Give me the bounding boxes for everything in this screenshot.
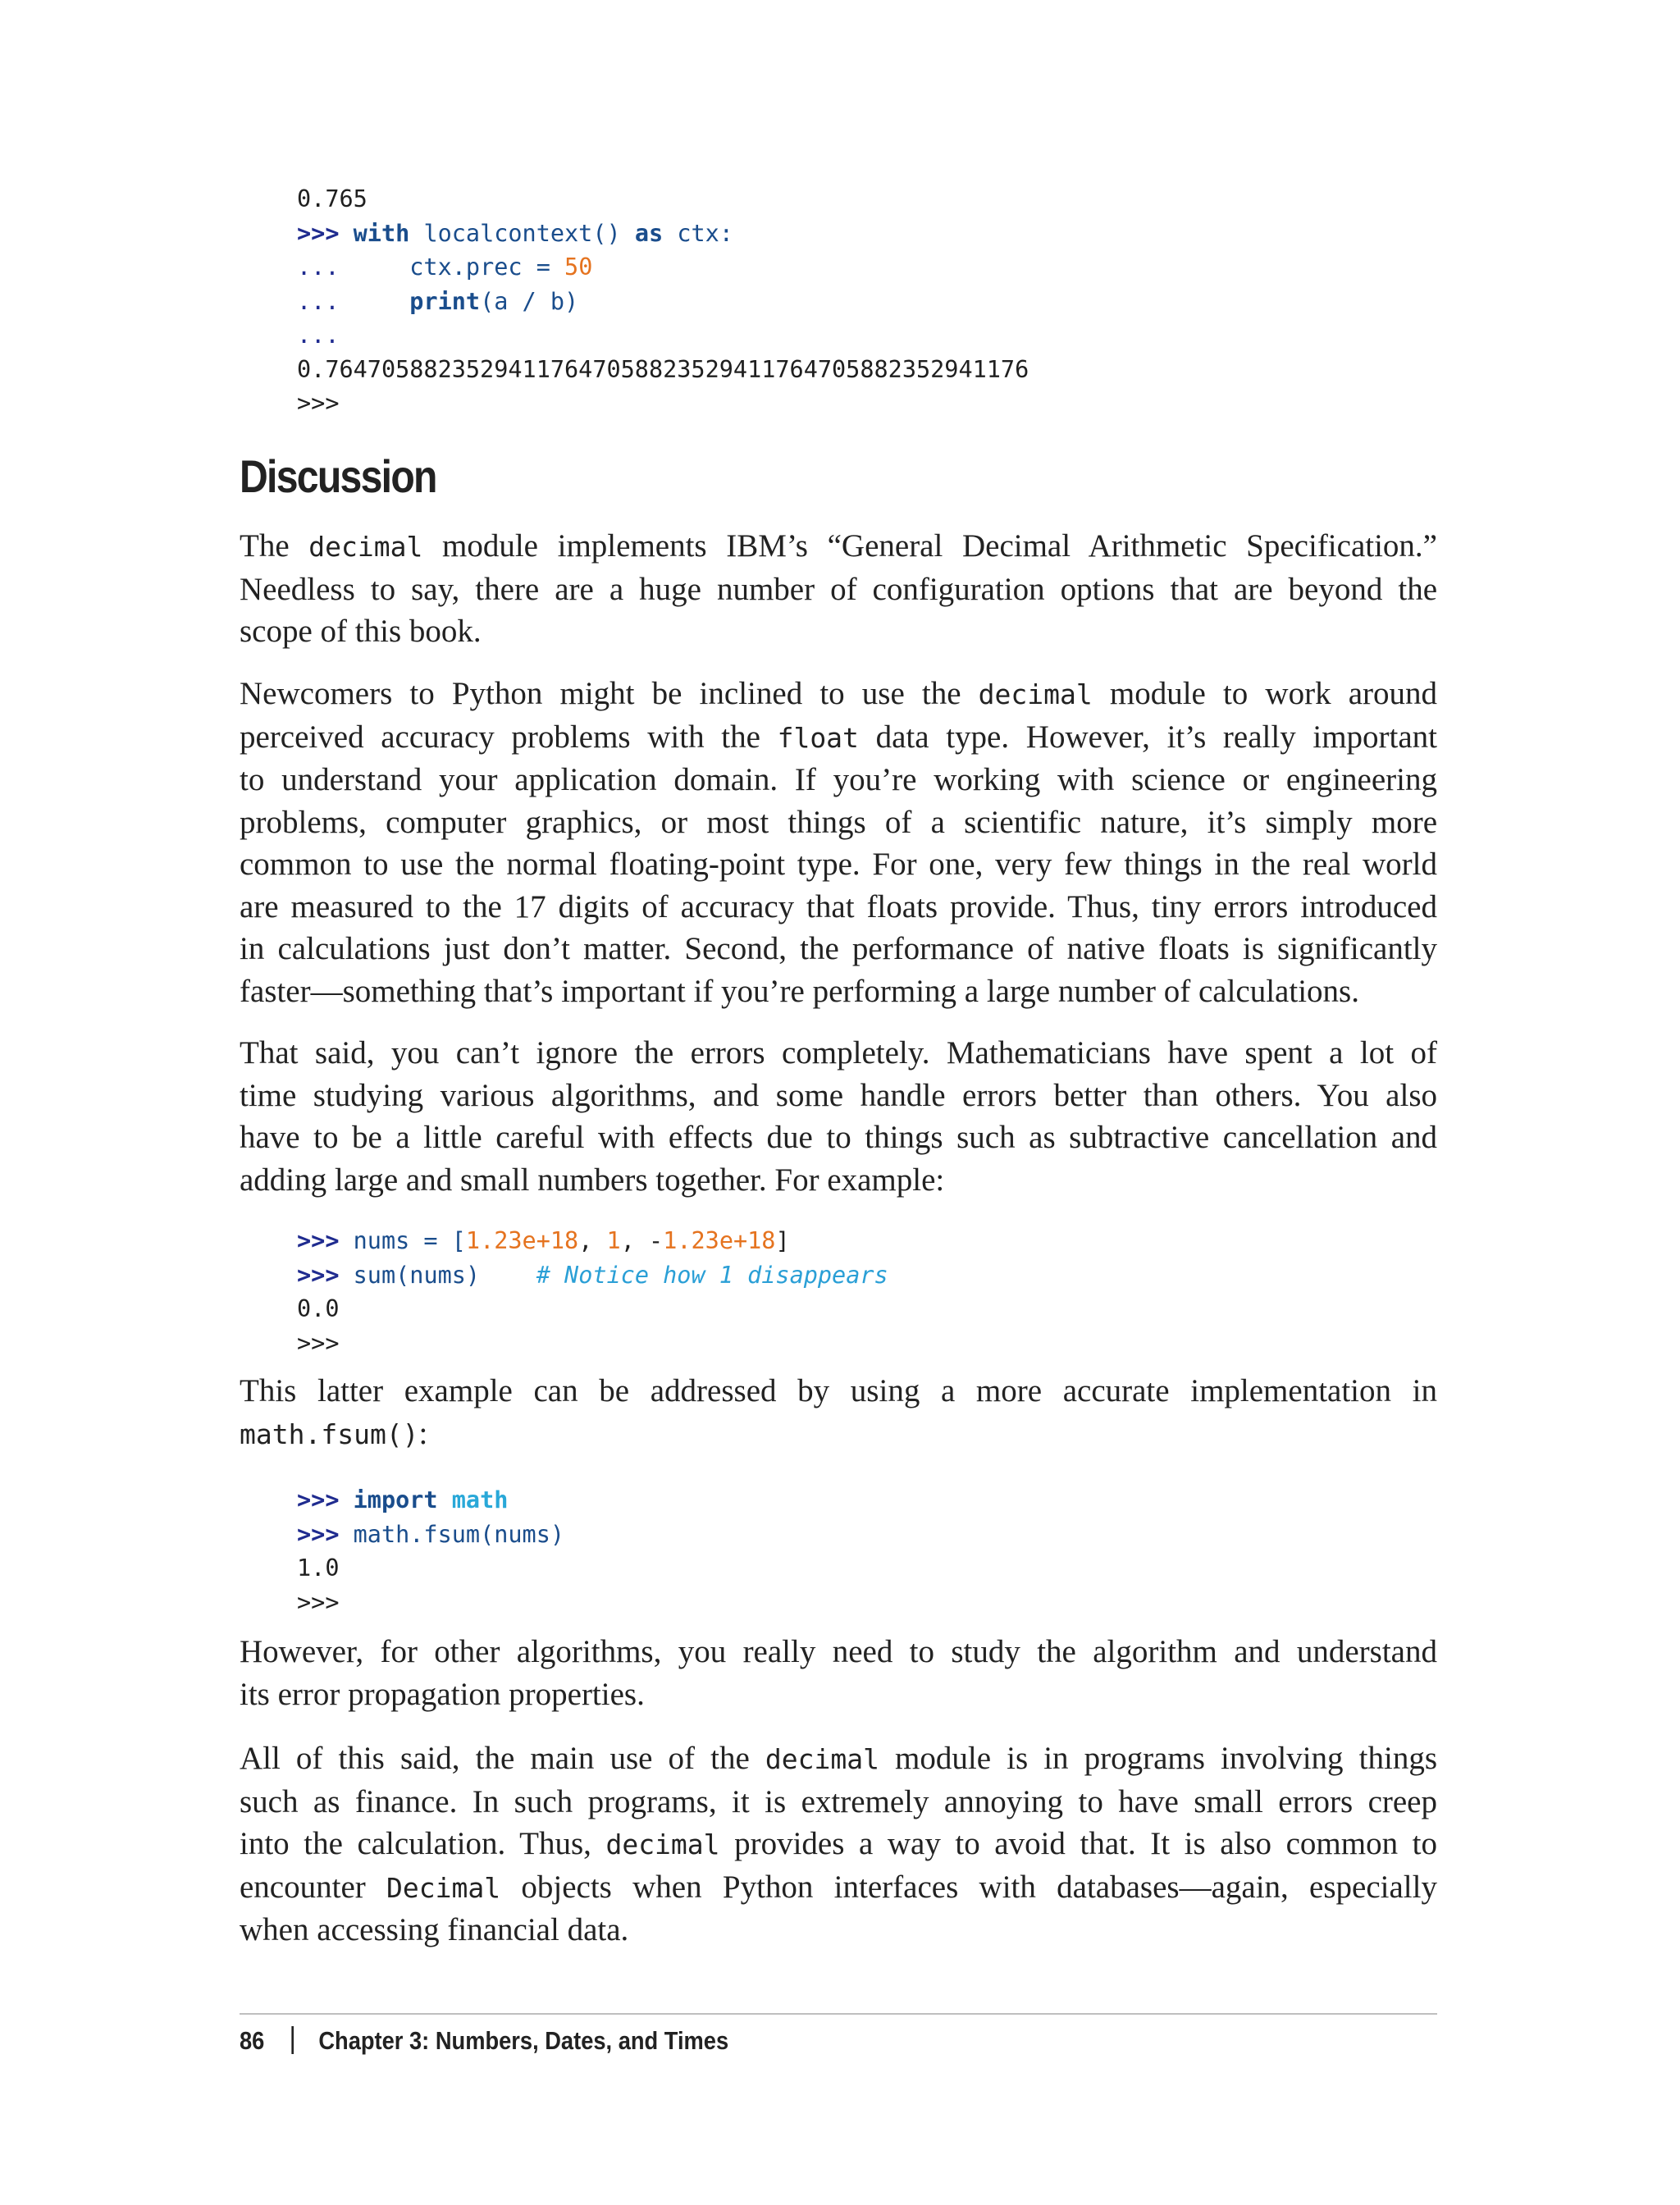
paragraph: However, for other algorithms, you really need to study the algorithm and understand its error propagation properties. [240, 1634, 1437, 1712]
code-line: >>> import math [297, 1486, 509, 1513]
page-footer [240, 2026, 728, 2056]
paragraph: That said, you can’t ignore the errors completely. Mathematicians have spent a lot of time studying various algorithms, and some handle errors better than others. You also have to be a little careful with effects due to things such as subtractive cancellation and adding large and small numbers together. For example: [240, 1035, 1437, 1198]
code-line: >>> [297, 1588, 340, 1616]
code-line: ... print(a / b) [297, 287, 579, 315]
code-line: 0.765 [297, 185, 368, 212]
code-line: >>> sum(nums) # Notice how 1 disappears [297, 1261, 888, 1289]
section-heading: Discussion [240, 450, 436, 502]
code-line: ... [297, 322, 340, 349]
code-line: >>> math.fsum(nums) [297, 1520, 565, 1548]
chapter-title: Chapter 3: Numbers, Dates, and Times [318, 2026, 729, 2055]
code-line: ... ctx.prec = 50 [297, 253, 593, 281]
footer-rule [240, 2013, 1437, 2015]
paragraph: All of this said, the main use of the decimal module is in programs involving things such as finance. In such programs, it is extremely annoying to have small errors creep into the calculation. Thus, decimal provides a way to avoid that. It is also common to encounter Decimal objects when Python interfaces with databases—again, especially when accessing financial data. [240, 1741, 1437, 1947]
code-block-fsum [297, 1483, 564, 1619]
code-line: >>> nums = [1.23e+18, 1, -1.23e+18] [297, 1227, 790, 1254]
paragraph: The decimal module implements IBM’s “General Decimal Arithmetic Specification.” Needless to say, there are a huge number of configuration options that are beyond the scope of this book. [240, 528, 1437, 649]
code-line: >>> with localcontext() as ctx: [297, 219, 733, 247]
paragraph: This latter example can be addressed by using a more accurate implementation in math.fsum(): [240, 1373, 1437, 1451]
code-line: >>> [297, 1329, 340, 1357]
paragraph: Newcomers to Python might be inclined to use the decimal module to work around perceived accuracy problems with the float data type. However, it’s really important to understand your application domain. If you’re working with science or engineering problems, computer graphics, or most things of a scientific nature, it’s simply more common to use the normal floating-point type. For one, very few things in the real world are measured to the 17 digits of accuracy that floats provide. Thus, tiny errors introduced in calculations just don’t matter. Second, the performance of native floats is significantly faster—something that’s important if you’re performing a large number of calculations. [240, 676, 1438, 1009]
code-block-sum [297, 1224, 888, 1360]
code-line: 1.0 [297, 1554, 340, 1582]
code-block-localcontext [297, 182, 1029, 421]
page-number: 86 [240, 2026, 265, 2055]
code-line: 0.0 [297, 1295, 340, 1322]
code-line: >>> [297, 390, 340, 417]
footer-separator [292, 2026, 294, 2054]
code-line: 0.76470588235294117647058823529411764705882352941176 [297, 355, 1029, 383]
